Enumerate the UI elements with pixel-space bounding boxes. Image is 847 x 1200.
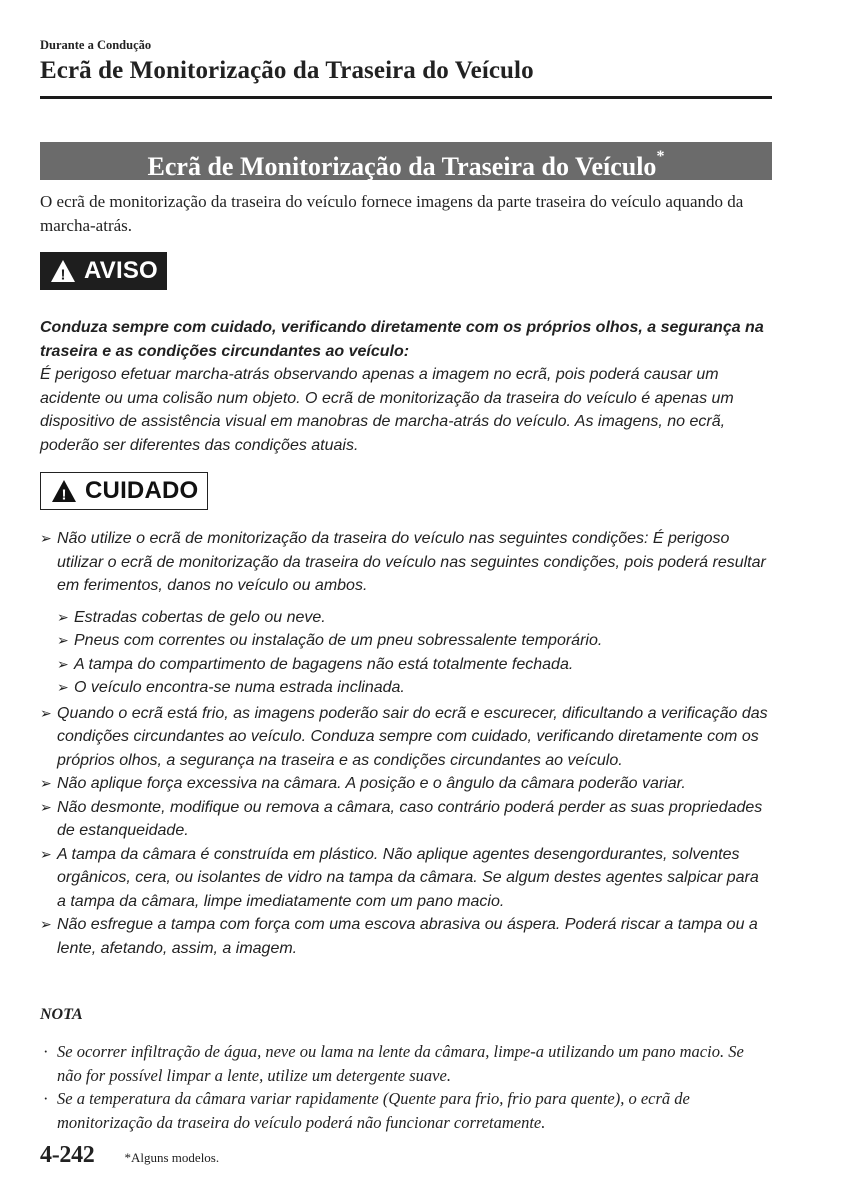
caution-subitem-text: Pneus com correntes ou instalação de um pneu sobressalente temporário. bbox=[74, 632, 603, 649]
caution-subitem bbox=[57, 629, 772, 653]
warning-body-text: É perigoso efetuar marcha-atrás observando apenas a imagem no ecrã, pois poderá causar um acidente ou uma colisão num objeto. O ecrã de monitorização da traseira do veículo é apenas um dispositivo de assistência visual em manobras de marcha-atrás do veículo. As imagens, no ecrã, poderão ser diferentes das condições atuais. bbox=[40, 366, 734, 454]
running-header bbox=[40, 38, 772, 85]
caution-label: CUIDADO bbox=[85, 477, 199, 504]
warning-badge bbox=[40, 252, 167, 290]
section-title-text: Ecrã de Monitorização da Traseira do Veículo bbox=[147, 151, 657, 181]
page-header-title: Ecrã de Monitorização da Traseira do Veículo bbox=[40, 57, 534, 84]
caution-subitem bbox=[57, 676, 772, 700]
dot-bullet-icon: · bbox=[43, 1089, 49, 1108]
caution-list bbox=[40, 527, 772, 960]
warning-label: AVISO bbox=[84, 257, 158, 284]
caution-item bbox=[40, 796, 772, 843]
svg-text:!: ! bbox=[61, 486, 67, 503]
arrow-bullet-icon: ➢ bbox=[40, 916, 52, 932]
warning-bold-text: Conduza sempre com cuidado, verificando diretamente com os próprios olhos, a segurança na traseira e as condições circundantes ao veículo: bbox=[40, 319, 764, 360]
warning-triangle-icon bbox=[51, 479, 77, 503]
intro-paragraph: O ecrã de monitorização da traseira do veículo fornece imagens da parte traseira do veículo aquando da marcha-atrás. bbox=[40, 192, 744, 235]
arrow-bullet-icon: ➢ bbox=[40, 775, 52, 791]
note-item-text: Se ocorrer infiltração de água, neve ou lama na lente da câmara, limpe-a utilizando um pano macio. Se não for possível limpar a lente, utilize um detergente suave. bbox=[57, 1042, 744, 1085]
caution-item-text: Não esfregue a tampa com força com uma escova abrasiva ou áspera. Poderá riscar a tampa ou a lente, afetando, assim, a imagem. bbox=[57, 916, 758, 957]
caution-subitem-text: O veículo encontra-se numa estrada inclinada. bbox=[74, 679, 405, 696]
arrow-bullet-icon: ➢ bbox=[57, 679, 69, 695]
dot-bullet-icon: · bbox=[43, 1042, 49, 1061]
caution-subitem bbox=[57, 606, 772, 630]
caution-subitem-text: A tampa do compartimento de bagagens não está totalmente fechada. bbox=[74, 655, 574, 673]
page-number: 4-242 bbox=[40, 1142, 95, 1168]
caution-item bbox=[40, 843, 772, 914]
arrow-bullet-icon: ➢ bbox=[57, 632, 69, 648]
caution-item bbox=[40, 527, 772, 598]
caution-item-text: Não desmonte, modifique ou remova a câmara, caso contrário poderá perder as suas propriedades de estanqueidade. bbox=[57, 798, 763, 839]
arrow-bullet-icon: ➢ bbox=[57, 608, 69, 625]
arrow-bullet-icon: ➢ bbox=[40, 704, 52, 721]
svg-text:!: ! bbox=[60, 266, 66, 283]
arrow-bullet-icon: ➢ bbox=[40, 530, 52, 546]
section-label: Durante a Condução bbox=[40, 38, 152, 52]
caution-item-text: Não utilize o ecrã de monitorização da traseira do veículo nas seguintes condições: É perigoso utilizar o ecrã de monitorização da traseira do veículo nas seguintes condições, pois poderá resultar em ferimentos, danos no veículo ou ambos. bbox=[57, 530, 766, 594]
note-item-text: Se a temperatura da câmara variar rapidamente (Quente para frio, frio para quente), o ecrã de monitorização da traseira do veículo poderá não funcionar corretamente. bbox=[57, 1089, 690, 1132]
note-list bbox=[40, 1040, 772, 1134]
arrow-bullet-icon: ➢ bbox=[40, 845, 52, 862]
arrow-bullet-icon: ➢ bbox=[57, 655, 69, 672]
header-divider bbox=[40, 96, 772, 99]
note-item bbox=[40, 1087, 772, 1134]
caution-badge bbox=[40, 472, 208, 510]
caution-subitem-text: Estradas cobertas de gelo ou neve. bbox=[74, 608, 326, 626]
note-heading: NOTA bbox=[40, 1006, 83, 1023]
section-title bbox=[147, 148, 665, 181]
footnote: *Alguns modelos. bbox=[124, 1150, 220, 1165]
caution-item bbox=[40, 913, 772, 960]
caution-item-text: Não aplique força excessiva na câmara. A posição e o ângulo da câmara poderão variar. bbox=[57, 775, 686, 792]
arrow-bullet-icon: ➢ bbox=[40, 798, 52, 815]
warning-triangle-icon bbox=[50, 259, 76, 283]
caution-item bbox=[40, 772, 772, 796]
note-item bbox=[40, 1040, 772, 1087]
caution-sublist bbox=[40, 606, 772, 700]
caution-item-text: Quando o ecrã está frio, as imagens poderão sair do ecrã e escurecer, dificultando a verificação das condições circundantes ao veículo. Conduza sempre com cuidado, verificando diretamente com os próprios olhos, a segurança na traseira e as condições circundantes ao veículo. bbox=[57, 704, 768, 769]
page-footer bbox=[40, 1142, 219, 1169]
caution-item bbox=[40, 702, 772, 773]
section-title-bar bbox=[40, 142, 772, 180]
caution-item-text: A tampa da câmara é construída em plástico. Não aplique agentes desengordurantes, solventes orgânicos, cera, ou isolantes de vidro na tampa da câmara. Se algum destes agentes salpicar para a tampa da câmara, limpe imediatamente com um pano macio. bbox=[57, 845, 759, 910]
caution-subitem bbox=[57, 653, 772, 677]
warning-text bbox=[40, 316, 772, 457]
title-footnote-marker: * bbox=[656, 148, 665, 165]
